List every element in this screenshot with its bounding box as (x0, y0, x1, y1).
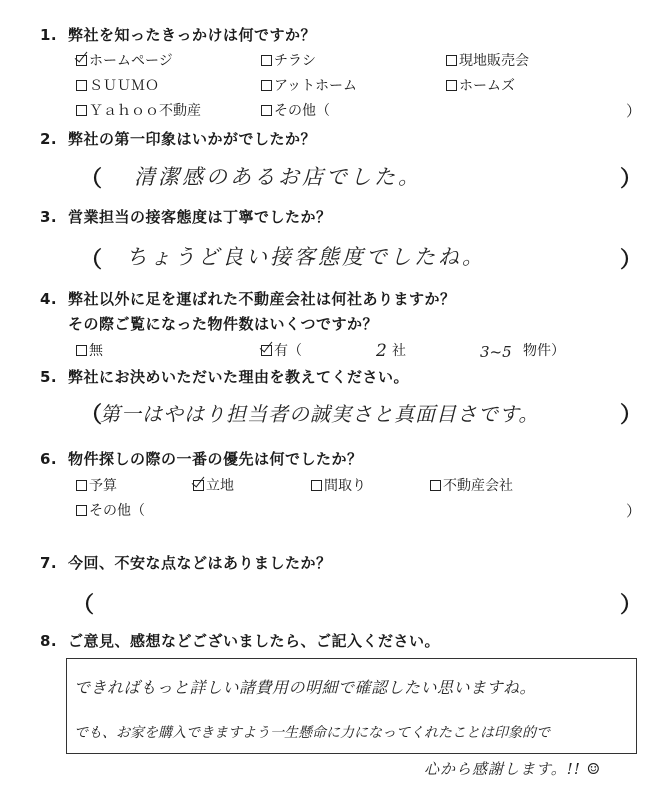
handwritten-company-count: 2 (376, 341, 390, 361)
question-number: 6. (40, 450, 58, 468)
question-7 (40, 552, 332, 573)
option-label: 不動産会社 (443, 478, 513, 494)
checkbox[interactable] (446, 80, 457, 91)
option-athome[interactable] (261, 75, 357, 95)
option-label: 有（ (274, 343, 302, 359)
handwritten-comment-line: できればもっと詳しい諸費用の明細で確認したい思いますね。 (74, 678, 537, 697)
checkbox[interactable] (76, 480, 87, 491)
question-number: 7. (40, 554, 58, 572)
checkbox[interactable] (76, 505, 87, 516)
option-label: 間取り (324, 478, 366, 494)
properties-unit: 物件） (523, 343, 565, 359)
question-8 (40, 630, 440, 651)
question-1 (40, 24, 316, 45)
option-label: ホームページ (89, 53, 173, 69)
option-label: 予算 (89, 478, 117, 494)
checkbox[interactable] (261, 80, 272, 91)
question-4 (40, 288, 456, 309)
question-3 (40, 206, 332, 227)
question-text: その際ご覧になった物件数はいくつですか？ (68, 315, 379, 333)
option-label: その他（ (274, 103, 330, 119)
close-paren: ） (626, 102, 642, 120)
question-number: 3. (40, 208, 58, 226)
question-text: 弊社の第一印象はいかがでしたか？ (68, 130, 317, 148)
checkbox-checked[interactable] (261, 345, 272, 356)
close-paren: ） (620, 248, 643, 273)
checkbox[interactable] (261, 105, 272, 116)
option-label: Ｙａｈｏｏ不動産 (89, 103, 201, 119)
question-number: 4. (40, 290, 58, 308)
handwritten-comment-line: でも、お家を購入できますよう一生懸命に力になってくれたことは印象的で (74, 725, 550, 741)
option-budget[interactable] (76, 475, 117, 495)
question-text: 弊社以外に足を運ばれた不動産会社は何社ありますか？ (68, 290, 456, 308)
handwritten-answer: ちょうど良い接客態度でしたね。 (126, 245, 486, 269)
option-onsite-sale[interactable] (446, 50, 529, 70)
checkbox-checked[interactable] (193, 480, 204, 491)
option-suumo[interactable] (76, 75, 159, 95)
checkbox[interactable] (446, 55, 457, 66)
checkbox[interactable] (430, 480, 441, 491)
handwritten-property-count: 3~5 (480, 343, 512, 361)
question-5 (40, 366, 409, 387)
close-paren: ） (626, 502, 642, 520)
option-label: ホームズ (459, 78, 515, 94)
close-paren: ） (620, 403, 643, 428)
option-label: 無 (89, 343, 103, 359)
option-other[interactable] (261, 100, 330, 120)
question-6 (40, 448, 363, 469)
option-floorplan[interactable] (311, 475, 366, 495)
option-realestate-company[interactable] (430, 475, 513, 495)
question-text: 今回、不安な点などはありましたか？ (68, 554, 332, 572)
option-yahoo-realestate[interactable] (76, 100, 201, 120)
handwritten-answer: 清潔感のあるお店でした。 (134, 165, 422, 189)
checkbox-checked[interactable] (76, 55, 87, 66)
close-paren: ） (620, 593, 643, 618)
open-paren: （ (80, 403, 103, 428)
open-paren: （ (80, 248, 103, 273)
question-text: 物件探しの際の一番の優先は何でしたか？ (68, 450, 363, 468)
close-paren: ） (620, 167, 643, 192)
question-4-sub (68, 313, 378, 334)
checkbox[interactable] (311, 480, 322, 491)
question-text: 弊社にお決めいただいた理由を教えてください。 (68, 368, 410, 386)
open-paren: （ (72, 593, 95, 618)
option-label: 立地 (206, 478, 234, 494)
option-label: チラシ (274, 53, 316, 69)
option-none[interactable] (76, 340, 103, 360)
question-2 (40, 128, 316, 149)
option-flyer[interactable] (261, 50, 316, 70)
question-number: 1. (40, 26, 58, 44)
handwritten-comment-line: 心から感謝します。!! ☺ (424, 760, 602, 778)
question-text: 弊社を知ったきっかけは何ですか？ (68, 26, 317, 44)
question-text: 営業担当の接客態度は丁寧でしたか？ (68, 208, 332, 226)
option-yes[interactable] (261, 340, 302, 360)
option-other[interactable] (76, 500, 145, 520)
open-paren: （ (80, 167, 103, 192)
option-label: ＳＵＵＭＯ (89, 78, 159, 94)
checkbox[interactable] (261, 55, 272, 66)
checkbox[interactable] (76, 345, 87, 356)
companies-unit: 社 (392, 343, 406, 359)
option-label: その他（ (89, 503, 145, 519)
option-location[interactable] (193, 475, 234, 495)
question-number: 2. (40, 130, 58, 148)
question-text: ご意見、感想などございましたら、ご記入ください。 (68, 632, 441, 650)
option-label: 現地販売会 (459, 53, 529, 69)
question-number: 5. (40, 368, 58, 386)
option-label: アットホーム (274, 78, 358, 94)
question-number: 8. (40, 632, 58, 650)
checkbox[interactable] (76, 80, 87, 91)
option-homes[interactable] (446, 75, 515, 95)
option-homepage[interactable] (76, 50, 173, 70)
checkbox[interactable] (76, 105, 87, 116)
handwritten-answer: 第一はやはり担当者の誠実さと真面目さです。 (100, 402, 540, 426)
